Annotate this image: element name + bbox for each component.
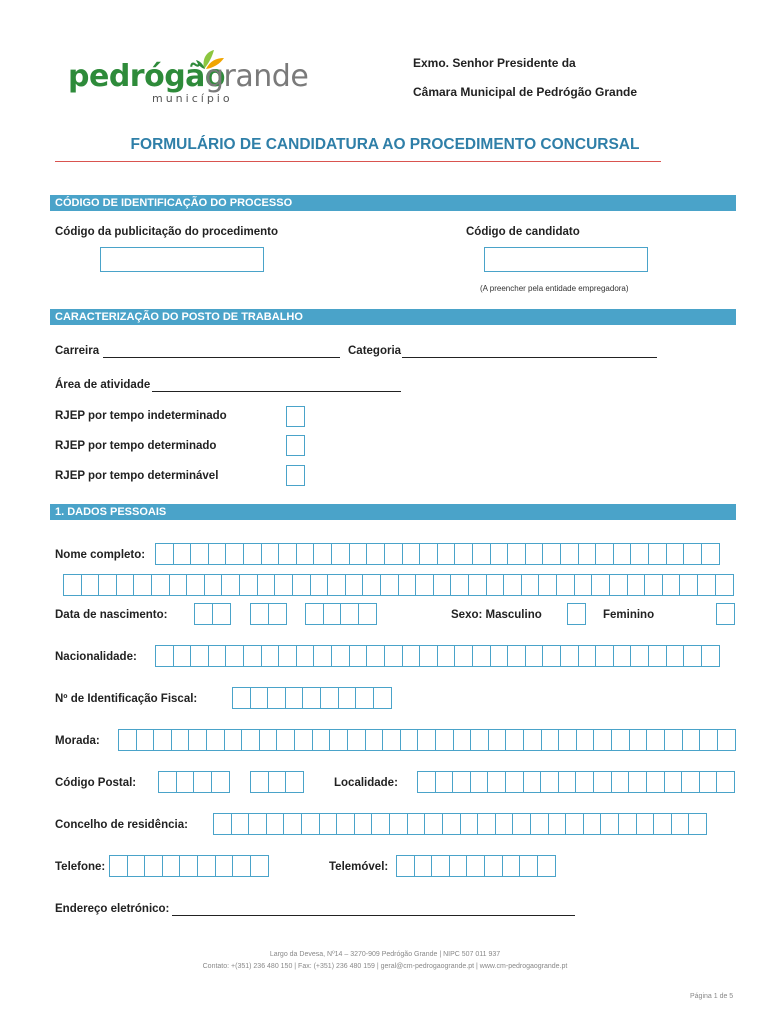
publication-code-field[interactable] xyxy=(100,247,264,272)
char-cell[interactable] xyxy=(261,645,280,667)
char-cell[interactable] xyxy=(715,574,734,596)
rjep-determinavel-label: RJEP por tempo determinável xyxy=(55,470,219,482)
char-cell[interactable] xyxy=(231,813,250,835)
nacionalidade-label: Nacionalidade: xyxy=(55,651,137,663)
char-cell[interactable] xyxy=(699,771,718,793)
char-cell[interactable] xyxy=(542,645,561,667)
nome-cells-row-1[interactable] xyxy=(155,543,719,565)
char-cell[interactable] xyxy=(502,855,521,877)
char-cell[interactable] xyxy=(595,645,614,667)
char-cell[interactable] xyxy=(449,855,468,877)
char-cell[interactable] xyxy=(628,771,647,793)
char-cell[interactable] xyxy=(292,574,311,596)
title-divider xyxy=(55,161,661,162)
feminino-label: Feminino xyxy=(603,609,655,621)
char-cell[interactable] xyxy=(505,771,524,793)
char-cell[interactable] xyxy=(523,771,542,793)
birth-month-cells[interactable] xyxy=(250,603,285,625)
char-cell[interactable] xyxy=(519,855,538,877)
char-cell[interactable] xyxy=(261,543,280,565)
char-cell[interactable] xyxy=(417,771,436,793)
char-cell[interactable] xyxy=(583,813,602,835)
char-cell[interactable] xyxy=(578,645,597,667)
char-cell[interactable] xyxy=(437,645,456,667)
char-cell[interactable] xyxy=(490,645,509,667)
postal-code-cells-2[interactable] xyxy=(250,771,303,793)
char-cell[interactable] xyxy=(574,574,593,596)
char-cell[interactable] xyxy=(575,771,594,793)
char-cell[interactable] xyxy=(525,645,544,667)
char-cell[interactable] xyxy=(460,813,479,835)
char-cell[interactable] xyxy=(648,645,667,667)
char-cell[interactable] xyxy=(402,645,421,667)
carreira-label: Carreira xyxy=(55,345,100,357)
sexo-masculino-label: Sexo: Masculino xyxy=(451,609,542,621)
char-cell[interactable] xyxy=(329,729,348,751)
char-cell[interactable] xyxy=(565,813,584,835)
char-cell[interactable] xyxy=(250,855,269,877)
char-cell[interactable] xyxy=(186,574,205,596)
char-cell[interactable] xyxy=(133,574,152,596)
nascimento-label: Data de nascimento: xyxy=(55,609,168,621)
char-cell[interactable] xyxy=(556,574,575,596)
section-personal-heading: 1. DADOS PESSOAIS xyxy=(50,504,736,520)
birth-day-cells[interactable] xyxy=(194,603,229,625)
char-cell[interactable] xyxy=(666,645,685,667)
char-cell[interactable] xyxy=(415,574,434,596)
logo xyxy=(68,55,318,110)
char-cell[interactable] xyxy=(627,574,646,596)
char-cell[interactable] xyxy=(487,771,506,793)
telefone-label: Telefone: xyxy=(55,861,106,873)
char-cell[interactable] xyxy=(81,574,100,596)
char-cell[interactable] xyxy=(472,543,491,565)
char-cell[interactable] xyxy=(407,813,426,835)
char-cell[interactable] xyxy=(593,729,612,751)
char-cell[interactable] xyxy=(155,543,174,565)
char-cell[interactable] xyxy=(424,813,443,835)
char-cell[interactable] xyxy=(671,813,690,835)
char-cell[interactable] xyxy=(158,771,177,793)
char-cell[interactable] xyxy=(153,729,172,751)
char-cell[interactable] xyxy=(331,645,350,667)
char-cell[interactable] xyxy=(358,603,377,625)
char-cell[interactable] xyxy=(618,813,637,835)
char-cell[interactable] xyxy=(398,574,417,596)
char-cell[interactable] xyxy=(283,813,302,835)
char-cell[interactable] xyxy=(648,543,667,565)
char-cell[interactable] xyxy=(371,813,390,835)
char-cell[interactable] xyxy=(225,645,244,667)
char-cell[interactable] xyxy=(225,543,244,565)
char-cell[interactable] xyxy=(241,729,260,751)
char-cell[interactable] xyxy=(266,813,285,835)
char-cell[interactable] xyxy=(349,645,368,667)
char-cell[interactable] xyxy=(653,813,672,835)
char-cell[interactable] xyxy=(354,813,373,835)
char-cell[interactable] xyxy=(169,574,188,596)
char-cell[interactable] xyxy=(578,543,597,565)
char-cell[interactable] xyxy=(312,729,331,751)
char-cell[interactable] xyxy=(243,543,262,565)
char-cell[interactable] xyxy=(345,574,364,596)
localidade-cells[interactable] xyxy=(417,771,734,793)
char-cell[interactable] xyxy=(646,729,665,751)
char-cell[interactable] xyxy=(190,543,209,565)
char-cell[interactable] xyxy=(453,729,472,751)
char-cell[interactable] xyxy=(537,855,556,877)
char-cell[interactable] xyxy=(681,771,700,793)
char-cell[interactable] xyxy=(400,729,419,751)
morada-label: Morada: xyxy=(55,735,100,747)
char-cell[interactable] xyxy=(294,729,313,751)
concelho-cells[interactable] xyxy=(213,813,706,835)
postal-code-cells-1[interactable] xyxy=(158,771,228,793)
char-cell[interactable] xyxy=(366,645,385,667)
char-cell[interactable] xyxy=(538,574,557,596)
char-cell[interactable] xyxy=(630,543,649,565)
char-cell[interactable] xyxy=(257,574,276,596)
email-input[interactable] xyxy=(172,903,575,916)
char-cell[interactable] xyxy=(136,729,155,751)
rjep-determinavel-checkbox[interactable] xyxy=(286,465,305,486)
nacionalidade-cells[interactable] xyxy=(155,645,719,667)
char-cell[interactable] xyxy=(396,855,415,877)
char-cell[interactable] xyxy=(327,574,346,596)
char-cell[interactable] xyxy=(629,729,648,751)
char-cell[interactable] xyxy=(267,687,286,709)
char-cell[interactable] xyxy=(507,543,526,565)
char-cell[interactable] xyxy=(349,543,368,565)
char-cell[interactable] xyxy=(560,543,579,565)
char-cell[interactable] xyxy=(193,771,212,793)
char-cell[interactable] xyxy=(310,574,329,596)
char-cell[interactable] xyxy=(179,855,198,877)
char-cell[interactable] xyxy=(171,729,190,751)
char-cell[interactable] xyxy=(302,687,321,709)
char-cell[interactable] xyxy=(472,645,491,667)
char-cell[interactable] xyxy=(373,687,392,709)
char-cell[interactable] xyxy=(431,855,450,877)
char-cell[interactable] xyxy=(484,855,503,877)
telemovel-label: Telemóvel: xyxy=(329,861,389,873)
char-cell[interactable] xyxy=(644,574,663,596)
page-number: Página 1 de 5 xyxy=(690,993,734,1000)
char-cell[interactable] xyxy=(144,855,163,877)
char-cell[interactable] xyxy=(646,771,665,793)
char-cell[interactable] xyxy=(541,729,560,751)
candidate-code-label: Código de candidato xyxy=(466,226,580,238)
char-cell[interactable] xyxy=(190,645,209,667)
char-cell[interactable] xyxy=(331,543,350,565)
categoria-input[interactable] xyxy=(402,345,657,358)
char-cell[interactable] xyxy=(243,645,262,667)
char-cell[interactable] xyxy=(442,813,461,835)
carreira-input[interactable] xyxy=(103,345,340,358)
postal-label: Código Postal: xyxy=(55,777,137,789)
area-input[interactable] xyxy=(152,379,401,392)
char-cell[interactable] xyxy=(155,645,174,667)
page-title: FORMULÁRIO DE CANDIDATURA AO PROCEDIMENTO CONCURSAL xyxy=(130,136,640,153)
char-cell[interactable] xyxy=(194,603,213,625)
logo-brand-bold: pedrógão xyxy=(68,59,226,94)
char-cell[interactable] xyxy=(259,729,278,751)
char-cell[interactable] xyxy=(417,729,436,751)
char-cell[interactable] xyxy=(495,813,514,835)
char-cell[interactable] xyxy=(688,813,707,835)
char-cell[interactable] xyxy=(365,729,384,751)
recipient-line-2: Câmara Municipal de Pedrógão Grande xyxy=(413,85,638,99)
char-cell[interactable] xyxy=(611,771,630,793)
char-cell[interactable] xyxy=(452,771,471,793)
char-cell[interactable] xyxy=(611,729,630,751)
char-cell[interactable] xyxy=(454,645,473,667)
char-cell[interactable] xyxy=(525,543,544,565)
char-cell[interactable] xyxy=(636,813,655,835)
char-cell[interactable] xyxy=(560,645,579,667)
char-cell[interactable] xyxy=(613,543,632,565)
char-cell[interactable] xyxy=(319,813,338,835)
char-cell[interactable] xyxy=(296,543,315,565)
char-cell[interactable] xyxy=(366,543,385,565)
char-cell[interactable] xyxy=(215,855,234,877)
char-cell[interactable] xyxy=(211,771,230,793)
nif-label: Nº de Identificação Fiscal: xyxy=(55,693,198,705)
char-cell[interactable] xyxy=(118,729,137,751)
footer-contacts: Contato: +(351) 236 480 150 | Fax: (+351) 236 480 159 | geral@cm-pedrogaogrande.pt | www.cm-pedrogaogrande.pt xyxy=(202,963,568,970)
char-cell[interactable] xyxy=(666,543,685,565)
char-cell[interactable] xyxy=(384,543,403,565)
char-cell[interactable] xyxy=(419,645,438,667)
char-cell[interactable] xyxy=(301,813,320,835)
char-cell[interactable] xyxy=(717,729,736,751)
char-cell[interactable] xyxy=(682,729,701,751)
char-cell[interactable] xyxy=(197,855,216,877)
char-cell[interactable] xyxy=(523,729,542,751)
char-cell[interactable] xyxy=(285,687,304,709)
char-cell[interactable] xyxy=(338,687,357,709)
feminino-checkbox[interactable] xyxy=(716,603,735,625)
candidate-code-field[interactable] xyxy=(484,247,648,272)
morada-cells[interactable] xyxy=(118,729,734,751)
char-cell[interactable] xyxy=(507,645,526,667)
char-cell[interactable] xyxy=(433,574,452,596)
char-cell[interactable] xyxy=(305,603,324,625)
rjep-determinado-checkbox[interactable] xyxy=(286,435,305,456)
masculino-checkbox[interactable] xyxy=(567,603,586,625)
char-cell[interactable] xyxy=(540,771,559,793)
char-cell[interactable] xyxy=(521,574,540,596)
char-cell[interactable] xyxy=(558,729,577,751)
char-cell[interactable] xyxy=(176,771,195,793)
section-post-heading: CARACTERIZAÇÃO DO POSTO DE TRABALHO xyxy=(50,309,736,325)
char-cell[interactable] xyxy=(188,729,207,751)
categoria-label: Categoria xyxy=(348,345,402,357)
nome-label: Nome completo: xyxy=(55,549,146,561)
char-cell[interactable] xyxy=(450,574,469,596)
publication-code-label: Código da publicitação do procedimento xyxy=(55,226,278,238)
char-cell[interactable] xyxy=(595,543,614,565)
birth-year-cells[interactable] xyxy=(305,603,375,625)
char-cell[interactable] xyxy=(250,687,269,709)
char-cell[interactable] xyxy=(208,645,227,667)
char-cell[interactable] xyxy=(505,729,524,751)
char-cell[interactable] xyxy=(701,543,720,565)
char-cell[interactable] xyxy=(679,574,698,596)
char-cell[interactable] xyxy=(512,813,531,835)
char-cell[interactable] xyxy=(296,645,315,667)
char-cell[interactable] xyxy=(435,771,454,793)
char-cell[interactable] xyxy=(173,543,192,565)
nif-cells[interactable] xyxy=(232,687,390,709)
char-cell[interactable] xyxy=(716,771,735,793)
char-cell[interactable] xyxy=(116,574,135,596)
nome-cells-row-2[interactable] xyxy=(63,574,732,596)
recipient-line-1: Exmo. Senhor Presidente da xyxy=(413,56,576,70)
telemovel-cells[interactable] xyxy=(396,855,554,877)
char-cell[interactable] xyxy=(542,543,561,565)
char-cell[interactable] xyxy=(466,855,485,877)
char-cell[interactable] xyxy=(630,645,649,667)
char-cell[interactable] xyxy=(213,813,232,835)
char-cell[interactable] xyxy=(336,813,355,835)
char-cell[interactable] xyxy=(402,543,421,565)
char-cell[interactable] xyxy=(127,855,146,877)
char-cell[interactable] xyxy=(593,771,612,793)
char-cell[interactable] xyxy=(548,813,567,835)
char-cell[interactable] xyxy=(313,645,332,667)
char-cell[interactable] xyxy=(362,574,381,596)
char-cell[interactable] xyxy=(470,729,489,751)
char-cell[interactable] xyxy=(285,771,304,793)
char-cell[interactable] xyxy=(278,645,297,667)
char-cell[interactable] xyxy=(384,645,403,667)
char-cell[interactable] xyxy=(276,729,295,751)
section-process-heading: CÓDIGO DE IDENTIFICAÇÃO DO PROCESSO xyxy=(50,195,736,211)
char-cell[interactable] xyxy=(162,855,181,877)
char-cell[interactable] xyxy=(382,729,401,751)
char-cell[interactable] xyxy=(683,645,702,667)
char-cell[interactable] xyxy=(613,645,632,667)
char-cell[interactable] xyxy=(609,574,628,596)
char-cell[interactable] xyxy=(701,645,720,667)
char-cell[interactable] xyxy=(224,729,243,751)
char-cell[interactable] xyxy=(600,813,619,835)
employer-note: (A preencher pela entidade empregadora) xyxy=(480,284,629,293)
char-cell[interactable] xyxy=(274,574,293,596)
char-cell[interactable] xyxy=(340,603,359,625)
char-cell[interactable] xyxy=(232,687,251,709)
char-cell[interactable] xyxy=(697,574,716,596)
char-cell[interactable] xyxy=(232,855,251,877)
char-cell[interactable] xyxy=(699,729,718,751)
rjep-determinado-label: RJEP por tempo determinado xyxy=(55,440,217,452)
char-cell[interactable] xyxy=(204,574,223,596)
char-cell[interactable] xyxy=(389,813,408,835)
char-cell[interactable] xyxy=(248,813,267,835)
char-cell[interactable] xyxy=(278,543,297,565)
logo-brand-light: grande xyxy=(205,59,309,94)
concelho-label: Concelho de residência: xyxy=(55,819,188,831)
char-cell[interactable] xyxy=(576,729,595,751)
char-cell[interactable] xyxy=(664,729,683,751)
area-label: Área de atividade xyxy=(55,379,151,391)
char-cell[interactable] xyxy=(355,687,374,709)
localidade-label: Localidade: xyxy=(334,777,398,789)
char-cell[interactable] xyxy=(250,603,269,625)
char-cell[interactable] xyxy=(454,543,473,565)
char-cell[interactable] xyxy=(63,574,82,596)
char-cell[interactable] xyxy=(558,771,577,793)
char-cell[interactable] xyxy=(320,687,339,709)
char-cell[interactable] xyxy=(414,855,433,877)
char-cell[interactable] xyxy=(380,574,399,596)
char-cell[interactable] xyxy=(239,574,258,596)
char-cell[interactable] xyxy=(591,574,610,596)
char-cell[interactable] xyxy=(268,603,287,625)
email-label: Endereço eletrónico: xyxy=(55,903,170,915)
char-cell[interactable] xyxy=(206,729,225,751)
char-cell[interactable] xyxy=(490,543,509,565)
char-cell[interactable] xyxy=(212,603,231,625)
char-cell[interactable] xyxy=(268,771,287,793)
char-cell[interactable] xyxy=(323,603,342,625)
char-cell[interactable] xyxy=(503,574,522,596)
char-cell[interactable] xyxy=(109,855,128,877)
char-cell[interactable] xyxy=(468,574,487,596)
char-cell[interactable] xyxy=(173,645,192,667)
char-cell[interactable] xyxy=(250,771,269,793)
char-cell[interactable] xyxy=(208,543,227,565)
rjep-indeterminado-checkbox[interactable] xyxy=(286,406,305,427)
char-cell[interactable] xyxy=(151,574,170,596)
char-cell[interactable] xyxy=(221,574,240,596)
char-cell[interactable] xyxy=(98,574,117,596)
footer-address: Largo da Devesa, Nº14 – 3270-909 Pedrógão Grande | NIPC 507 011 937 xyxy=(269,951,501,958)
char-cell[interactable] xyxy=(435,729,454,751)
rjep-indeterminado-label: RJEP por tempo indeterminado xyxy=(55,410,227,422)
char-cell[interactable] xyxy=(470,771,489,793)
telefone-cells[interactable] xyxy=(109,855,267,877)
char-cell[interactable] xyxy=(662,574,681,596)
char-cell[interactable] xyxy=(347,729,366,751)
char-cell[interactable] xyxy=(486,574,505,596)
logo-subtitle: município xyxy=(152,92,233,105)
char-cell[interactable] xyxy=(488,729,507,751)
char-cell[interactable] xyxy=(313,543,332,565)
char-cell[interactable] xyxy=(419,543,438,565)
char-cell[interactable] xyxy=(530,813,549,835)
char-cell[interactable] xyxy=(683,543,702,565)
char-cell[interactable] xyxy=(477,813,496,835)
char-cell[interactable] xyxy=(664,771,683,793)
char-cell[interactable] xyxy=(437,543,456,565)
